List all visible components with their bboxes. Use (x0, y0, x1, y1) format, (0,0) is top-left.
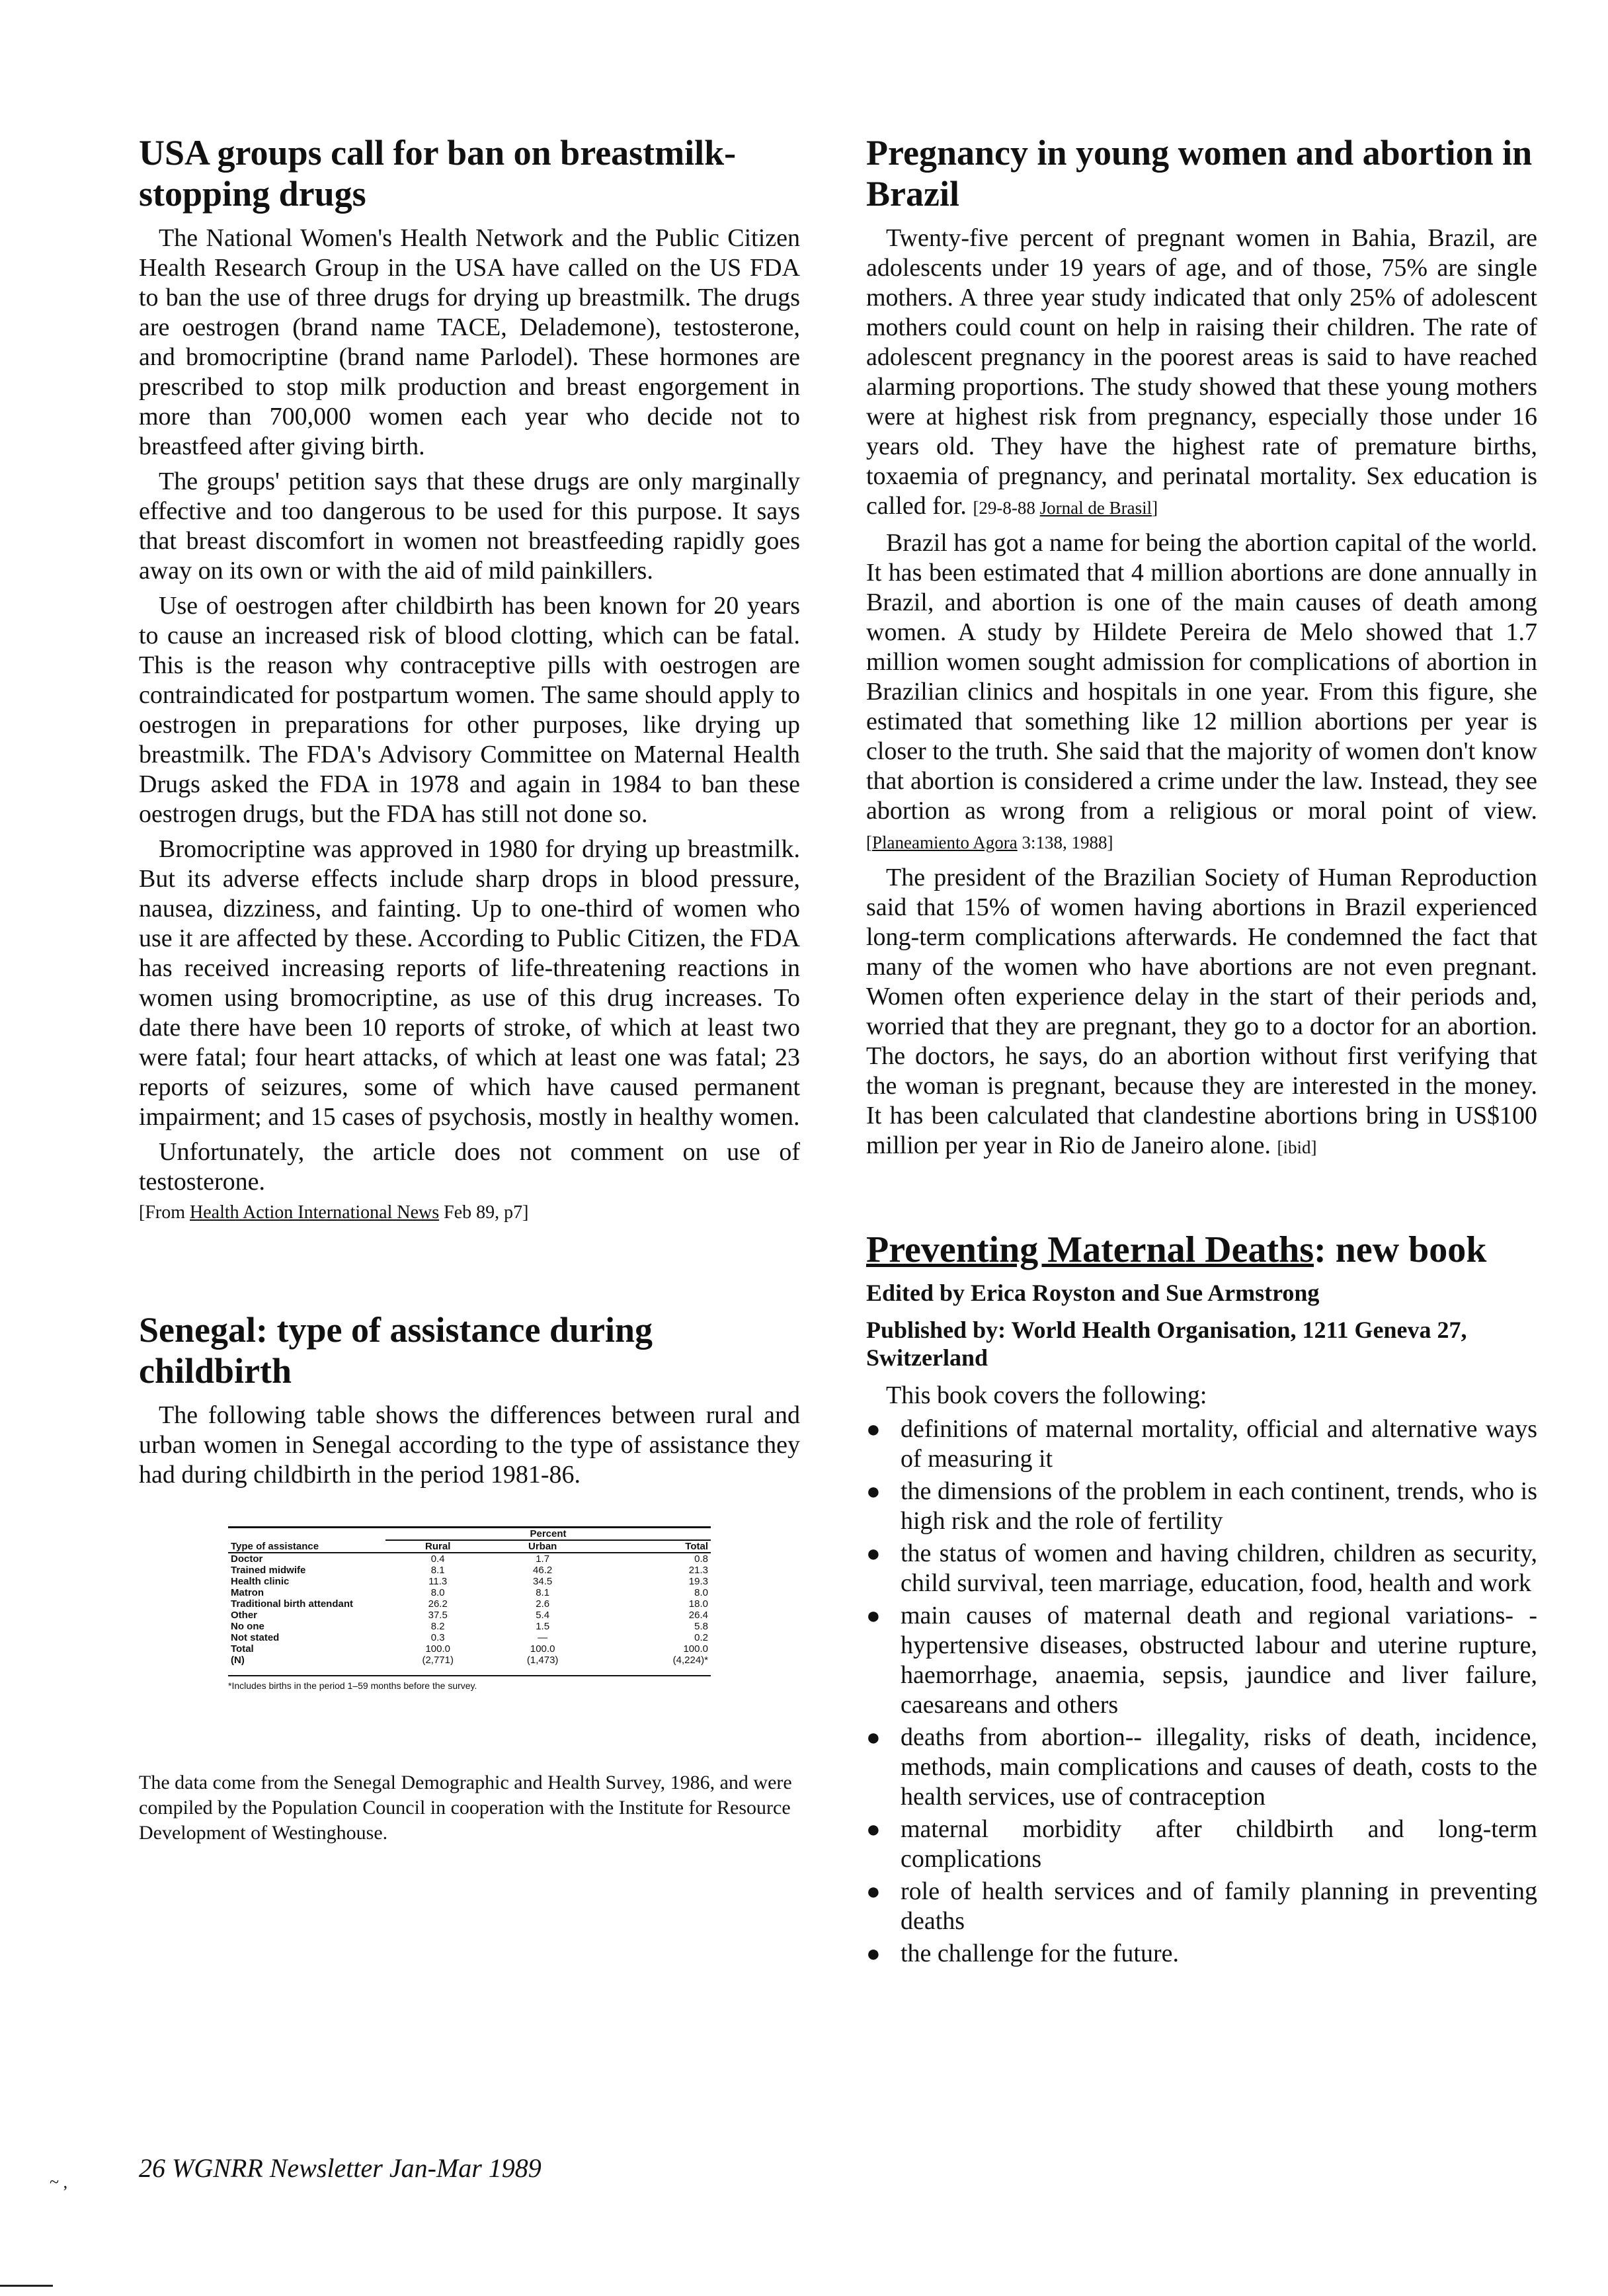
table-row (228, 1576, 711, 1587)
cell-value: 0.4 (430, 1553, 445, 1565)
table-row (228, 1655, 711, 1666)
list-item (866, 1939, 1537, 1969)
bullet-icon: ● (866, 1478, 881, 1504)
article-title: Senegal: type of assistance during childbirth (139, 1310, 653, 1391)
cell-value: 26.4 (688, 1610, 708, 1621)
row-label: Trained midwife (231, 1565, 306, 1576)
column-header: Total (685, 1541, 708, 1552)
row-header: Type of assistance (231, 1541, 319, 1552)
table-row (228, 1553, 711, 1565)
source-link: Planeamiento Agora (872, 833, 1018, 852)
article-source (139, 1202, 800, 1223)
source-link: Jornal de Brasil (1039, 498, 1152, 518)
table-row (228, 1565, 711, 1576)
list-item (866, 1815, 1537, 1874)
cell-value: 8.1 (536, 1587, 550, 1598)
row-label: No one (231, 1621, 264, 1632)
article-paragraph: Use of oestrogen after childbirth has been known for 20 years to cause an increased risk of blood clotting, which can be fatal. This is the reason why contraceptive pills with oestrogen are contraindicated for postpartum women. The same should apply to oestrogen in preparations for other purposes, like drying up breastmilk. The FDA's Advisory Committee on Maternal Health Drugs asked the FDA in 1978 and again in 1984 to ban these oestrogen drugs, but the FDA has still not done so. (139, 592, 800, 828)
source-prefix: [29-8-88 (973, 498, 1040, 518)
cell-value: 2.6 (536, 1598, 550, 1610)
page-footer: 26 WGNRR Newsletter Jan-Mar 1989 (139, 2153, 542, 2183)
cell-value: 46.2 (533, 1565, 553, 1576)
table-row (228, 1632, 711, 1643)
bullet-icon: ● (866, 1724, 881, 1750)
cell-value: 0.2 (694, 1632, 708, 1643)
scan-edge-rule (0, 2285, 53, 2287)
cell-value: (2,771) (422, 1655, 454, 1666)
topic-text: deaths from abortion-- illegality, risks of death, incidence, methods, main complications and causes of death, costs to the health services, use of contraception (901, 1723, 1537, 1811)
column-header: Urban (528, 1541, 557, 1552)
bullet-icon: ● (866, 1940, 881, 1967)
paragraph-text: Brazil has got a name for being the abortion capital of the world. It has been estimated that 4 million abortions are done annually in Brazil, and abortion is one of the main causes of death among women. A study by Hildete Pereira de Melo showed that 1.7 million women sought admission for complications of abortion in Brazilian clinics and hospitals in one year. From this figure, she estimated that something like 12 million abortions per year is closer to the truth. She said that the majority of women don't know that abortion is considered a crime under the law. Instead, they see abortion as wrong from a religious or moral point of view. (866, 529, 1537, 825)
table-row (228, 1643, 711, 1655)
article-title: Pregnancy in young women and abortion in Brazil (866, 133, 1533, 214)
article-title: USA groups call for ban on breastmilk-stopping drugs (139, 133, 737, 214)
list-item (866, 1877, 1537, 1936)
source-suffix: 3:138, 1988] (1017, 833, 1113, 852)
paragraph-text: The president of the Brazilian Society of Human Reproduction said that 15% of women having abortions in Brazil experienced long-term complications afterwards. He condemned the fact that many of the women who have abortions are not even pregnant. Women often experience delay in the start of their periods and, worried that they are pregnant, they go to a doctor for an abortion. The doctors, he says, do an abortion without first verifying that the woman is pregnant, because they are interested in the money. It has been calculated that clandestine abortions bring in US$100 million per year in Rio de Janeiro alone. (866, 864, 1537, 1159)
table-footnote: *Includes births in the period 1–59 months before the survey. (228, 1675, 711, 1691)
row-label: Matron (231, 1587, 264, 1598)
cell-value: 100.0 (530, 1643, 555, 1655)
source-ref: [ibid] (1277, 1137, 1317, 1157)
cell-value: 8.2 (430, 1621, 445, 1632)
row-label: Doctor (231, 1553, 263, 1565)
row-label: (N) (231, 1655, 245, 1666)
table-row (228, 1610, 711, 1621)
row-label: Other (231, 1610, 258, 1621)
book-title-underlined: Preventing Maternal Deaths (866, 1229, 1314, 1270)
bullet-icon: ● (866, 1878, 881, 1905)
article-senegal (139, 1309, 800, 1846)
source-link: Health Action International News (190, 1202, 440, 1223)
list-item (866, 1539, 1537, 1598)
topic-text: main causes of maternal death and regional variations- - hypertensive diseases, obstructed labour and uterine rupture, haemorrhage, anaemia, sepsis, jaundice and liver failure, caesareans and others (901, 1602, 1537, 1719)
column-header: Rural (425, 1541, 451, 1552)
cell-value: 8.1 (430, 1565, 445, 1576)
cell-value: 100.0 (425, 1643, 450, 1655)
topic-text: the status of women and having children, children as security, child survival, teen marriage, education, food, health and work (901, 1539, 1537, 1597)
article-paragraph: Bromocriptine was approved in 1980 for drying up breastmilk. But its adverse effects include sharp drops in blood pressure, nausea, dizziness, and fainting. Up to one-third of women who use it are affected by these. According to Public Citizen, the FDA has received increasing reports of life-threatening reactions in women using bromocriptine, as use of this drug increases. To date there have been 10 reports of stroke, of which at least two were fatal; four heart attacks, of which at least one was fatal; 23 reports of seizures, some of which have caused permanent impairment; and 15 cases of psychosis, mostly in healthy women. (139, 835, 800, 1131)
cell-value: 19.3 (688, 1576, 708, 1587)
article-paragraph (866, 863, 1537, 1163)
assistance-table (228, 1526, 711, 1691)
article-brazil (866, 132, 1537, 1163)
book-editors: Edited by Erica Royston and Sue Armstrong (866, 1280, 1320, 1306)
source-prefix: [ (866, 833, 872, 852)
cell-value: 1.7 (536, 1553, 550, 1565)
row-label: Traditional birth attendant (231, 1598, 354, 1610)
bullet-icon: ● (866, 1540, 881, 1567)
article-paragraph (866, 528, 1537, 858)
table-row (228, 1621, 711, 1632)
topic-text: the challenge for the future. (901, 1940, 1179, 1967)
row-label: Health clinic (231, 1576, 290, 1587)
cell-value: 18.0 (688, 1598, 708, 1610)
cell-value: 26.2 (428, 1598, 448, 1610)
cell-value: 37.5 (428, 1610, 448, 1621)
article-paragraph: Unfortunately, the article does not comment on use of testosterone. (139, 1138, 800, 1196)
list-item (866, 1601, 1537, 1720)
paragraph-text: Twenty-five percent of pregnant women in Bahia, Brazil, are adolescents under 19 years of age, and of those, 75% are single mothers. A three year study indicated that only 25% of adolescent mothers could count on help in raising their children. The rate of adolescent pregnancy in the poorest areas is said to have reached alarming proportions. The study showed that these young mothers were at highest risk from pregnancy, especially those under 16 years old. They have the highest rate of premature births, toxaemia of pregnancy, and perinatal mortality. Sex education is called for. (866, 224, 1537, 520)
bullet-icon: ● (866, 1416, 881, 1442)
article-paragraph: The groups' petition says that these drugs are only marginally effective and too dangerous to be used for this purpose. It says that breast discomfort in women not breastfeeding rapidly goes away on its own or with the aid of mild painkillers. (139, 468, 800, 585)
bullet-icon: ● (866, 1816, 881, 1842)
source-suffix: ] (1152, 498, 1158, 518)
data-source-note: The data come from the Senegal Demographic and Health Survey, 1986, and were compiled by the Population Council in cooperation with the Institute for Resource Development of Westinghouse. (139, 1772, 792, 1844)
percent-header: Percent (385, 1528, 711, 1541)
book-publisher: Published by: World Health Organisation, 1211 Geneva 27, Switzerland (866, 1317, 1467, 1371)
row-label: Not stated (231, 1632, 280, 1643)
book-title-rest: : new book (1314, 1229, 1487, 1270)
book-review (866, 1229, 1537, 1969)
corner-mark: ~ , (50, 2172, 68, 2192)
cell-value: 100.0 (683, 1643, 708, 1655)
book-title (866, 1229, 1537, 1271)
cell-value: 5.4 (536, 1610, 550, 1621)
cell-value: (1,473) (526, 1655, 559, 1666)
cell-value: 0.8 (694, 1553, 708, 1565)
table-row (228, 1598, 711, 1610)
topic-text: role of health services and of family planning in preventing deaths (901, 1877, 1537, 1935)
cell-value: 34.5 (533, 1576, 553, 1587)
cell-value: 11.3 (428, 1576, 448, 1587)
article-breastmilk-drugs (139, 132, 800, 1223)
article-paragraph (866, 224, 1537, 523)
topic-text: definitions of maternal mortality, official and alternative ways of measuring it (901, 1415, 1537, 1473)
book-topics-list (866, 1414, 1537, 1969)
list-item (866, 1414, 1537, 1474)
cell-value: 5.8 (694, 1621, 708, 1632)
topic-text: the dimensions of the problem in each continent, trends, who is high risk and the role of fertility (901, 1477, 1537, 1535)
cell-value: — (538, 1632, 548, 1643)
list-item (866, 1477, 1537, 1536)
cell-value: 1.5 (536, 1621, 550, 1632)
bullet-icon: ● (866, 1602, 881, 1629)
article-paragraph: The National Women's Health Network and the Public Citizen Health Research Group in the USA have called on the US FDA to ban the use of three drugs for drying up breastmilk. The drugs are oestrogen (brand name TACE, Delademone), testosterone, and bromocriptine (brand name Parlodel). These hormones are prescribed to stop milk production and breast engorgement in more than 700,000 women each year who decide not to breastfeed after giving birth. (139, 224, 800, 460)
cell-value: (4,224)* (672, 1655, 708, 1666)
source-suffix: Feb 89, p7] (439, 1202, 529, 1223)
cell-value: 0.3 (430, 1632, 445, 1643)
right-column (866, 132, 1537, 1995)
table-body (228, 1553, 711, 1666)
table-row (228, 1587, 711, 1598)
list-item (866, 1723, 1537, 1812)
book-intro: This book covers the following: (886, 1381, 1207, 1409)
article-paragraph: The following table shows the differences between rural and urban women in Senegal according to the type of assistance they had during childbirth in the period 1981-86. (139, 1401, 800, 1489)
cell-value: 21.3 (688, 1565, 708, 1576)
topic-text: maternal morbidity after childbirth and long-term complications (901, 1815, 1537, 1873)
source-prefix: [From (139, 1202, 190, 1223)
cell-value: 8.0 (694, 1587, 708, 1598)
row-label: Total (231, 1643, 254, 1655)
left-column (139, 132, 800, 1872)
cell-value: 8.0 (430, 1587, 445, 1598)
